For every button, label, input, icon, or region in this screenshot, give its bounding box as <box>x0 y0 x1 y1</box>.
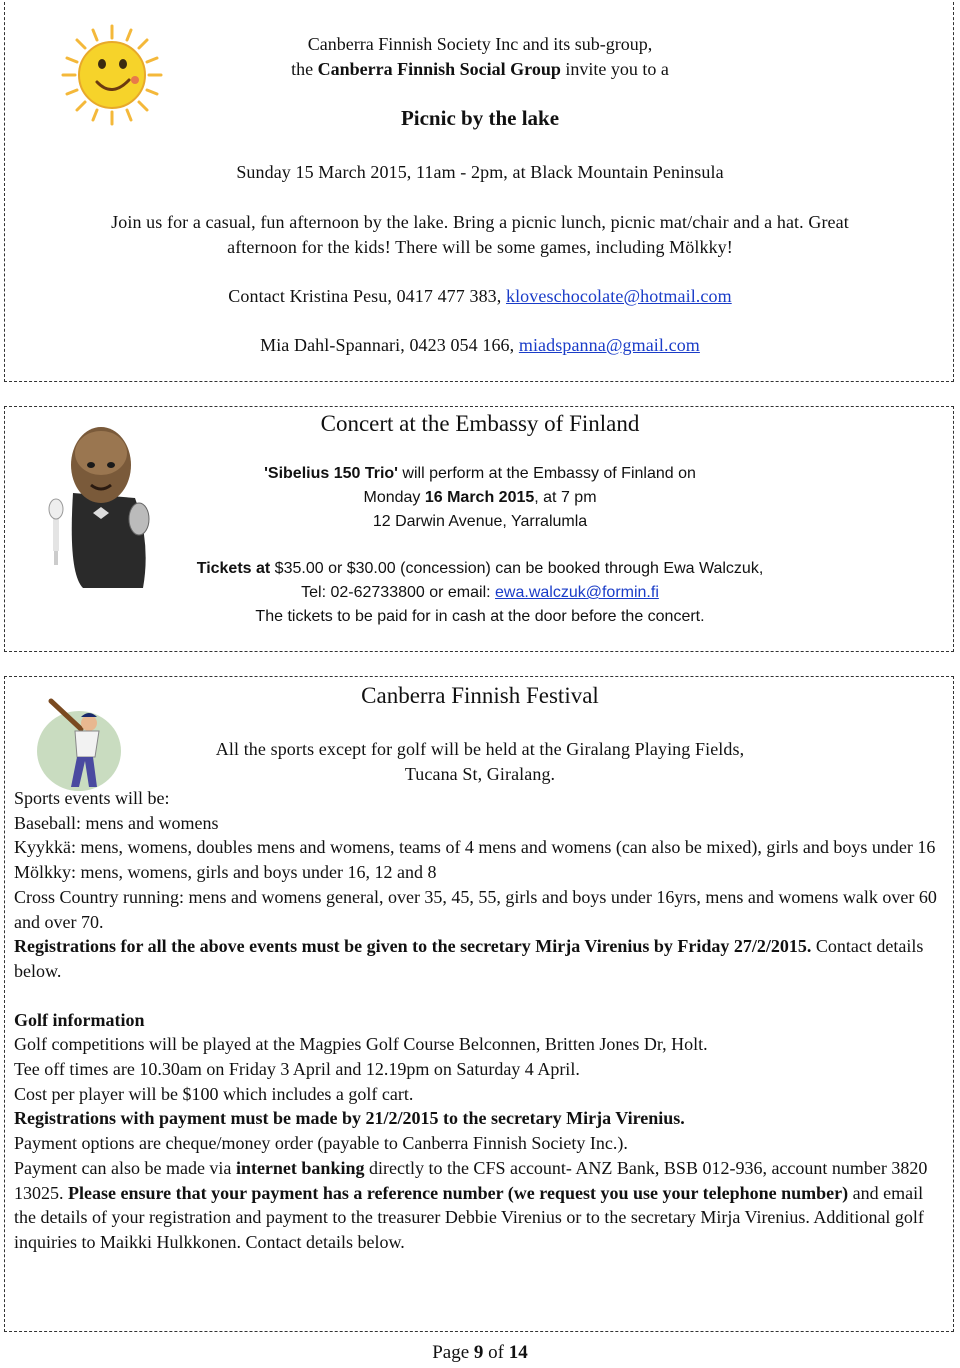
picnic-intro-line1: Canberra Finnish Society Inc and its sub-group, <box>307 34 653 54</box>
golf-registration: Registrations with payment must be made by 21/2/2015 to the secretary Mirja Virenius. <box>14 1108 685 1129</box>
picnic-intro-line2: the Canberra Finnish Social Group invite you to a <box>291 59 669 79</box>
concert-section <box>4 406 954 652</box>
golf-cost: Cost per player will be $100 which includes a golf cart. <box>14 1083 414 1104</box>
picnic-contact2: Mia Dahl-Spannari, 0423 054 166, miadspanna@gmail.com <box>260 335 700 355</box>
sports-registration: Registrations for all the above events must be given to the secretary Mirja Virenius by Friday 27/2/2015. Contact details below. <box>14 936 924 981</box>
golf-course: Golf competitions will be played at the Magpies Golf Course Belconnen, Britten Jones Dr, Holt. <box>14 1034 708 1055</box>
concert-line2: Monday 16 March 2015, at 7 pm <box>363 489 597 506</box>
page-footer: Page 9 of 14 <box>432 1342 528 1363</box>
concert-title: Concert at the Embassy of Finland <box>320 411 640 436</box>
email-link-ewa[interactable]: ewa.walczuk@formin.fi <box>495 584 659 601</box>
concert-tel: Tel: 02-62733800 or email: ewa.walczuk@formin.fi <box>301 584 659 601</box>
festival-body <box>14 786 946 1255</box>
picnic-title: Picnic by the lake <box>400 106 560 130</box>
concert-line1: 'Sibelius 150 Trio' will perform at the Embassy of Finland on <box>264 465 696 482</box>
picnic-section <box>4 2 954 382</box>
sport-kyykka: Kyykkä: mens, womens, doubles mens and womens, teams of 4 mens and womens (can also be mixed), girls and boys under 16 <box>14 837 936 858</box>
concert-pay-note: The tickets to be paid for in cash at the door before the concert. <box>255 608 705 625</box>
sport-molkky: Mölkky: mens, womens, girls and boys under 16, 12 and 8 <box>14 862 437 883</box>
festival-title: Canberra Finnish Festival <box>361 683 599 708</box>
festival-venue-line1: All the sports except for golf will be held at the Giralang Playing Fields, <box>215 739 745 759</box>
sport-baseball: Baseball: mens and womens <box>14 812 219 833</box>
golf-payment-options: Payment options are cheque/money order (payable to Canberra Finnish Society Inc.). <box>14 1133 628 1154</box>
festival-venue-line2: Tucana St, Giralang. <box>404 764 556 784</box>
sport-cross-country: Cross Country running: mens and womens general, over 35, 45, 55, girls and boys under 16yrs, mens and womens walk over 60 and over 70. <box>14 886 937 932</box>
picnic-contact1: Contact Kristina Pesu, 0417 477 383, kloveschocolate@hotmail.com <box>228 286 732 306</box>
concert-address: 12 Darwin Avenue, Yarralumla <box>372 513 588 530</box>
golf-heading: Golf information <box>14 1009 145 1030</box>
email-link-mia[interactable]: miadspanna@gmail.com <box>518 335 700 355</box>
sports-intro: Sports events will be: <box>14 788 170 808</box>
golf-tee-off: Tee off times are 10.30am on Friday 3 April and 12.19pm on Saturday 4 April. <box>14 1059 580 1080</box>
concert-tickets: Tickets at $35.00 or $30.00 (concession) can be booked through Ewa Walczuk, <box>196 560 764 577</box>
golf-payment-details: Payment can also be made via internet banking directly to the CFS account- ANZ Bank, BSB 012-936, account number 3820 13025. Please ensure that your payment has a reference number (we request you use your telephone number) and email the details of your registration and payment to the treasurer Debbie Virenius or to the secretary Mirja Virenius. Additional golf inquiries to Maikki Hulkkonen. Contact details below. <box>14 1157 928 1252</box>
picnic-desc-line2: afternoon for the kids! There will be some games, including Mölkky! <box>227 237 733 257</box>
picnic-desc-line1: Join us for a casual, fun afternoon by the lake. Bring a picnic lunch, picnic mat/chair and a hat. Great <box>111 212 849 232</box>
festival-section <box>4 676 954 1332</box>
email-link-kristina[interactable]: kloveschocolate@hotmail.com <box>505 286 732 306</box>
picnic-date: Sunday 15 March 2015, 11am - 2pm, at Black Mountain Peninsula <box>236 162 724 182</box>
